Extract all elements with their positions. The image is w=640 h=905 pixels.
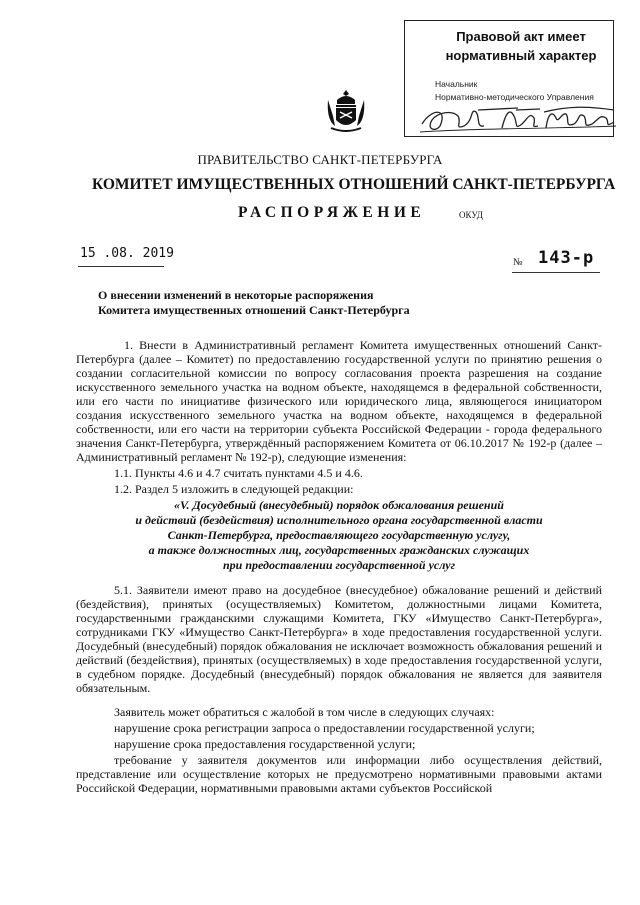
document-body: [76, 338, 602, 797]
document-date: 15 .08. 2019: [80, 246, 174, 261]
paragraph-1-2: 1.2. Раздел 5 изложить в следующей редакции:: [114, 482, 354, 496]
coat-of-arms-icon: [325, 88, 367, 134]
government-name: ПРАВИТЕЛЬСТВО САНКТ-ПЕТЕРБУРГА: [197, 152, 443, 167]
paragraph-cases: Заявитель может обратиться с жалобой в том числе в следующих случаях:: [114, 705, 495, 719]
number-underline: [512, 272, 600, 273]
okud-label: ОКУД: [459, 210, 483, 220]
committee-name: КОМИТЕТ ИМУЩЕСТВЕННЫХ ОТНОШЕНИЙ САНКТ-ПЕТЕРБУРГА: [92, 176, 616, 193]
document-subject: [98, 288, 410, 318]
document-number: 143-р: [538, 248, 595, 268]
chapter-title-line: а также должностных лиц, государственных гражданских служащих: [148, 543, 530, 557]
handwritten-signature: [418, 102, 618, 136]
case-item: требование у заявителя документов или информации либо осуществления действий, представление или осуществление которых не предусмотрено нормативными правовыми актами Российской Федерации, нормативными правовыми актами субъектов Российской: [76, 753, 602, 795]
subject-line1: О внесении изменений в некоторые распоряжения: [98, 288, 374, 302]
chapter-title: [76, 498, 602, 573]
date-underline: [78, 266, 164, 267]
stamp-position: Начальник: [435, 79, 478, 89]
stamp-title-line1: Правовой акт имеет: [456, 29, 586, 44]
chapter-title-line: при предоставлении государственной услуг: [222, 558, 456, 572]
number-label: №: [513, 257, 523, 268]
chapter-title-line: и действий (бездействия) исполнительного органа государственной власти: [135, 513, 543, 527]
subject-line2: Комитета имущественных отношений Санкт-Петербурга: [98, 303, 410, 317]
paragraph-5-1: 5.1. Заявители имеют право на досудебное (внесудебное) обжалование решений и действий (бездействия), принятых (осуществляемых) Комитетом, должностными лицами Комитета, государственными гражданскими служащими Комитета, ГКУ «Имущество Санкт-Петербурга», сотрудниками ГКУ «Имущество Санкт-Петербурга» в ходе предоставления государственной услуги. Досудебный (внесудебный) порядок обжалования не исключает возможность обжалования решений и действий (бездействия), принятых (осуществляемых) в ходе предоставления государственной услуги, в судебном порядке. Досудебный (внесудебный) порядок обжалования не является для заявителя обязательным.: [76, 583, 602, 695]
document-type: РАСПОРЯЖЕНИЕ: [238, 204, 426, 221]
chapter-title-line: Санкт-Петербурга, предоставляющего государственную услугу,: [167, 528, 511, 542]
stamp-title-line2: нормативный характер: [445, 48, 597, 63]
chapter-title-line: «V. Досудебный (внесудебный) порядок обжалования решений: [174, 498, 504, 512]
case-item: нарушение срока предоставления государственной услуги;: [114, 737, 416, 751]
paragraph-1: 1. Внести в Административный регламент Комитета имущественных отношений Санкт-Петербурга (далее – Комитет) по предоставлению государственной услуги по принятию решения о создании согласительной комиссии по вопросу согласования проекта разрешения на создание искусственного земельного участка на водном объекте, находящемся в федеральной собственности, или его части по инициативе физического или юридического лица, являющегося инициатором создания искусственного земельного участка на водном объекте, находящемся в федеральной собственности, или его части на территории субъекта Российской Федерации - города федерального значения Санкт-Петербурга, утверждённый распоряжением Комитета от 06.10.2017 № 192-р (далее – Административный регламент № 192-р), следующие изменения:: [76, 338, 602, 464]
paragraph-1-1: 1.1. Пункты 4.6 и 4.7 считать пунктами 4.5 и 4.6.: [114, 466, 363, 480]
case-item: нарушение срока регистрации запроса о предоставлении государственной услуги;: [114, 721, 535, 735]
stamp-department: Нормативно-методического Управления: [435, 92, 594, 102]
